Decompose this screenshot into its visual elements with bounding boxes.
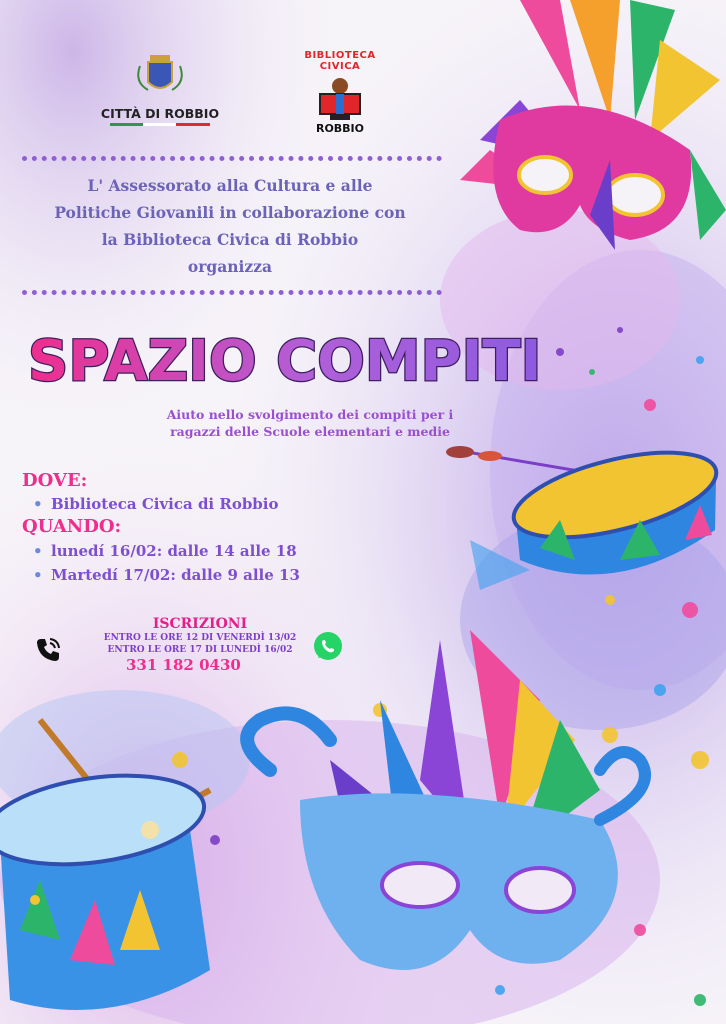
registration-line-2: ENTRO LE ORE 17 DI LUNEDÌ 16/02 [107,645,293,655]
registration-block [80,616,320,674]
when-item-1-text: lunedí 16/02: dalle 14 alle 18 [51,542,297,560]
where-item-text: Biblioteca Civica di Robbio [51,495,279,513]
where-label: DOVE: [22,470,88,491]
intro-line-3: la Biblioteca Civica di Robbio [101,230,359,249]
when-item-2 [33,566,300,584]
subtitle-line-1: Aiuto nello svolgimento dei compiti per i [166,407,454,422]
divider-middle [22,290,442,295]
when-item-2-text: Martedí 17/02: dalle 9 alle 13 [51,566,300,584]
whatsapp-icon [312,630,344,662]
phone-number: 331 182 0430 [126,656,241,674]
subtitle-line-2: ragazzi delle Scuole elementari e medie [170,424,450,439]
page-title [22,318,612,398]
library-logo-icon [310,72,370,122]
page-title-text: SPAZIO COMPITI [28,329,542,394]
phone-icon [34,636,62,664]
intro-line-1: L' Assessorato alla Cultura e alle [87,176,373,195]
comune-logo [100,52,220,132]
bullet: • [33,542,43,560]
divider-top [22,156,442,161]
where-item [33,495,279,513]
intro-line-4: organizza [187,257,273,276]
biblioteca-arc-text: BIBLIOTECA CIVICA [304,50,376,72]
bullet: • [33,495,43,513]
registration-line-1: ENTRO LE ORE 12 DI VENERDÌ 13/02 [103,633,297,643]
registration-heading: ISCRIZIONI [152,616,248,632]
intro-text [20,172,440,280]
italian-flag-underline [110,123,210,126]
comune-label: CITTÀ DI ROBBIO [100,106,220,121]
biblioteca-sub-text: ROBBIO [315,122,365,135]
bullet: • [33,566,43,584]
coat-of-arms-icon [100,52,220,102]
subtitle [160,406,460,440]
when-label: QUANDO: [22,516,122,537]
intro-line-2: Politiche Giovanili in collaborazione con [54,203,406,222]
when-item-1 [33,542,297,560]
biblioteca-logo [290,50,390,140]
